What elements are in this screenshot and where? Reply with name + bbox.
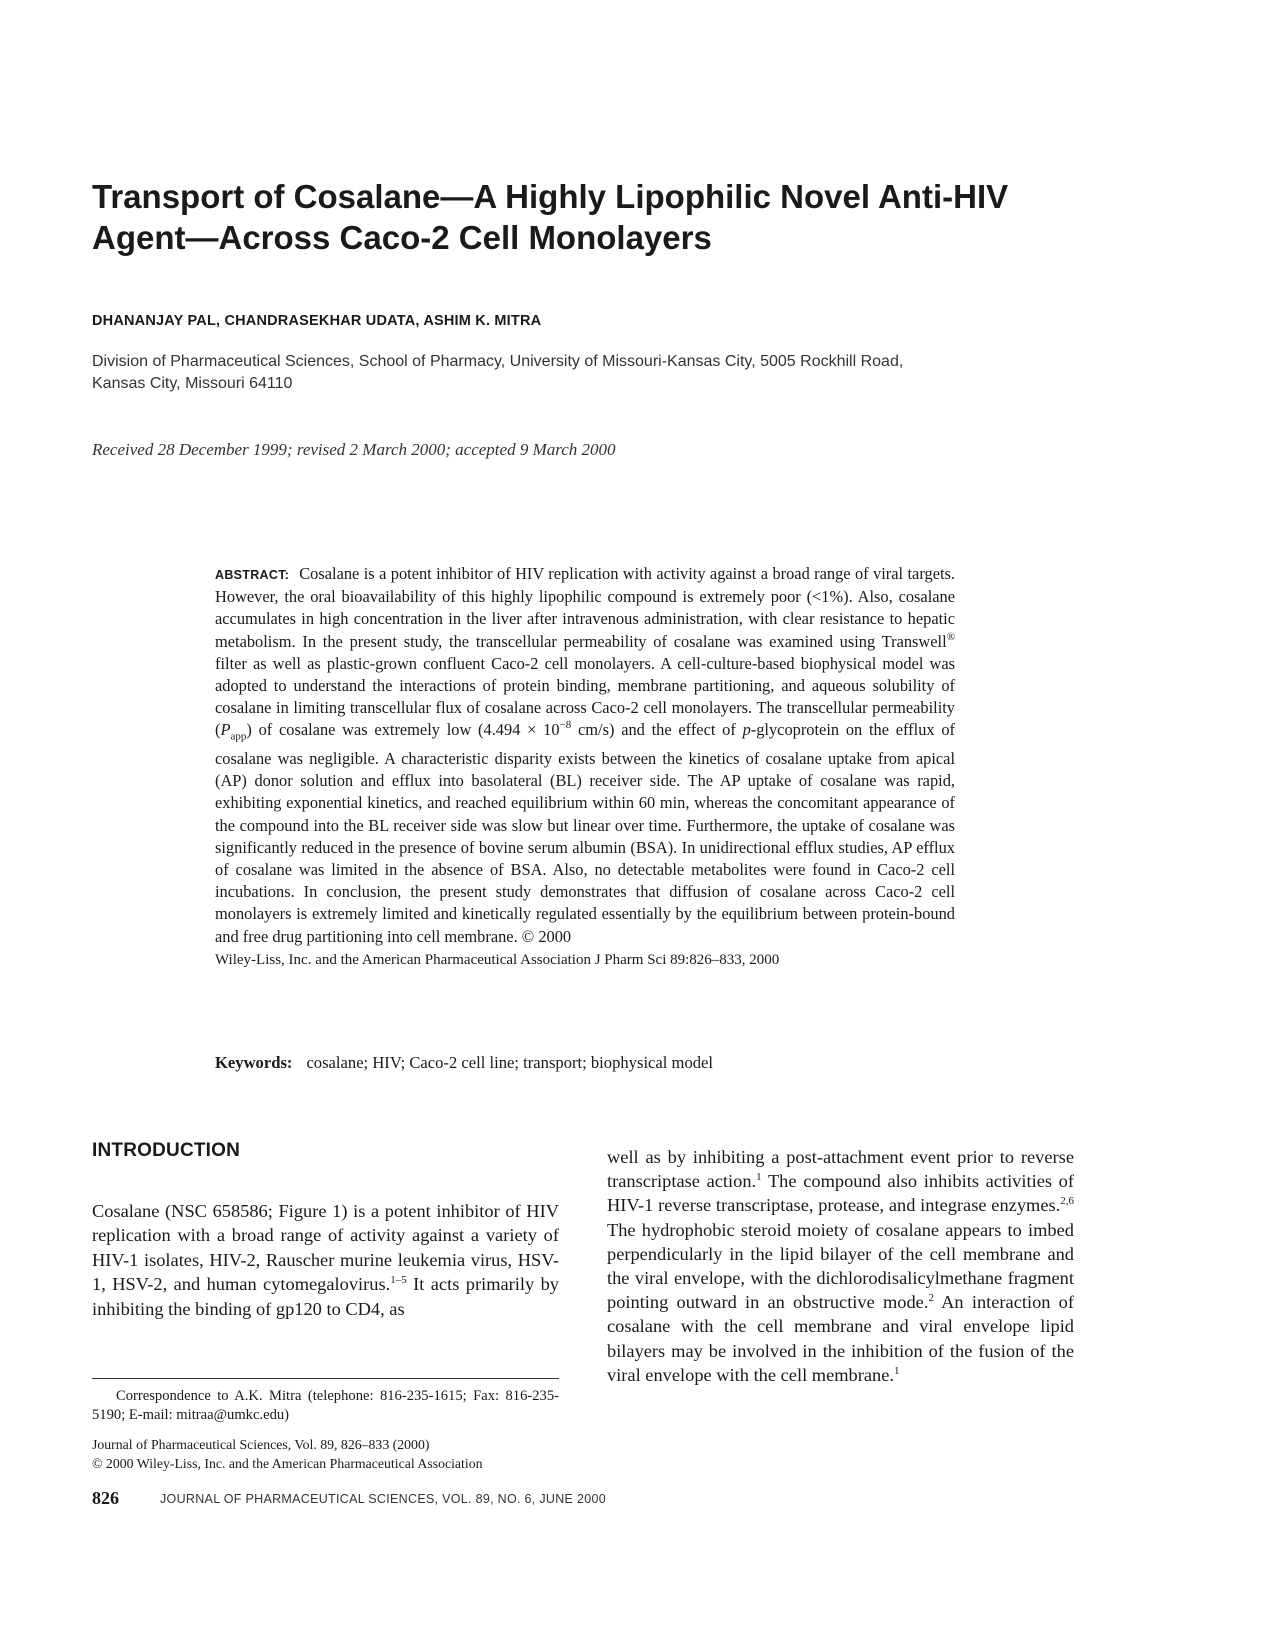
journal-info-line-2: © 2000 Wiley-Liss, Inc. and the American Pharmaceutical Association bbox=[92, 1455, 483, 1471]
intro-left-text-1: Cosalane (NSC 658586; Figure 1) is a potent inhibitor of HIV replication with a broad range of activity against a variety of HIV-1 isolates, HIV-2, Rauscher murine leukemia virus, HSV-1, HSV-2, and human cytomegalovirus. bbox=[92, 1201, 559, 1295]
abstract-text-part-1: Cosalane is a potent inhibitor of HIV replication with activity against a broad range of viral targets. However, the oral bioavailability of this highly lipophilic compound is extremely poor (<1%). Also, cosalane accumulates in high concentration in the liver after intravenous administration, with clear resistance to hepatic metabolism. In the present study, the transcellular permeability of cosalane was examined using Transwell bbox=[215, 564, 955, 651]
abstract-text-part-4: cm/s) and the effect of bbox=[571, 720, 743, 740]
keywords-text: cosalane; HIV; Caco-2 cell line; transport; biophysical model bbox=[306, 1053, 714, 1072]
citation-ref: 1 bbox=[756, 1171, 762, 1184]
abstract-text-part-3: ) of cosalane was extremely low (4.494 × 10 bbox=[246, 720, 560, 740]
abstract-copyright-line: Wiley-Liss, Inc. and the American Pharmaceutical Association J Pharm Sci 89:826–833, 2000 bbox=[215, 951, 780, 968]
intro-right-text-4: An interaction of cosalane with the cell membrane and viral envelope lipid bilayers may be involved in the inhibition of the fusion of the viral envelope with the cell membrane. bbox=[607, 1292, 1074, 1385]
intro-right-text-2: The compound also inhibits activities of HIV-1 reverse transcriptase, protease, and integrase enzymes. bbox=[607, 1171, 1074, 1216]
received-dates: Received 28 December 1999; revised 2 March 2000; accepted 9 March 2000 bbox=[92, 440, 616, 459]
affiliation-line-1: Division of Pharmaceutical Sciences, School of Pharmacy, University of Missouri-Kansas City, 5005 Rockhill Road, bbox=[92, 353, 904, 370]
page-number: 826 bbox=[92, 1488, 119, 1508]
abstract-text-part-2: filter as well as plastic-grown confluent Caco-2 cell monolayers. A cell-culture-based biophysical model was adopted to understand the interactions of protein binding, membrane partitioning, and aqueous solubility of cosalane in limiting transcellular flux of cosalane across Caco-2 cell monolayers. The transcellular permeability ( bbox=[215, 653, 955, 740]
introduction-right-column bbox=[607, 1145, 1074, 1387]
journal-info-line-1: Journal of Pharmaceutical Sciences, Vol. 89, 826–833 (2000) bbox=[92, 1437, 430, 1452]
intro-right-text-1: well as by inhibiting a post-attachment event prior to reverse transcriptase action. bbox=[607, 1147, 1074, 1192]
citation-ref: 2 bbox=[928, 1292, 934, 1305]
footnote-divider bbox=[92, 1378, 559, 1379]
abstract bbox=[215, 563, 955, 971]
correspondence-text: Correspondence to A.K. Mitra (telephone: 816-235-1615; Fax: 816-235-5190; E-mail: mitraa@umkc.edu) bbox=[92, 1388, 559, 1423]
papp-subscript: app bbox=[230, 730, 247, 743]
papp-symbol: P bbox=[220, 720, 231, 740]
intro-right-text-3: The hydrophobic steroid moiety of cosalane appears to imbed perpendicularly in the lipid bilayer of the cell membrane and the viral envelope, with the dichlorodisalicylmethane fragment pointing outward in an obstructive mode. bbox=[607, 1219, 1074, 1313]
running-footer: JOURNAL OF PHARMACEUTICAL SCIENCES, VOL. 89, NO. 6, JUNE 2000 bbox=[160, 1492, 606, 1506]
exponent: −8 bbox=[559, 719, 572, 732]
introduction-heading: INTRODUCTION bbox=[92, 1140, 241, 1161]
affiliation bbox=[92, 351, 1072, 395]
keywords-label: Keywords: bbox=[215, 1053, 293, 1072]
citation-ref: 1 bbox=[894, 1364, 900, 1377]
affiliation-line-2: Kansas City, Missouri 64110 bbox=[92, 375, 293, 392]
title-line-2: Agent—Across Caco-2 Cell Monolayers bbox=[92, 219, 712, 256]
journal-info bbox=[92, 1436, 559, 1473]
author-list: DHANANJAY PAL, CHANDRASEKHAR UDATA, ASHIM K. MITRA bbox=[92, 313, 542, 329]
registered-mark: ® bbox=[946, 630, 955, 643]
intro-left-text-2: It acts primarily by inhibiting the binding of gp120 to CD4, as bbox=[92, 1274, 559, 1319]
abstract-label: ABSTRACT: bbox=[215, 568, 290, 582]
citation-ref: 2,6 bbox=[1060, 1195, 1074, 1208]
introduction-left-column bbox=[92, 1199, 559, 1321]
correspondence-footnote bbox=[92, 1387, 559, 1425]
title-line-1: Transport of Cosalane—A Highly Lipophilic Novel Anti-HIV bbox=[92, 178, 1009, 215]
citation-ref: 1–5 bbox=[390, 1274, 407, 1287]
abstract-text-part-5: -glycoprotein on the efflux of cosalane was negligible. A characteristic disparity exists between the kinetics of cosalane uptake from apical (AP) donor solution and efflux into basolateral (BL) receiver side. The AP uptake of cosalane was rapid, exhibiting exponential kinetics, and reached equilibrium within 60 min, whereas the concomitant appearance of the compound into the BL receiver side was slow but linear over time. Furthermore, the uptake of cosalane was significantly reduced in the presence of bovine serum albumin (BSA). In unidirectional efflux studies, AP efflux of cosalane was limited in the absence of BSA. Also, no detectable metabolites were found in Caco-2 cell incubations. In conclusion, the present study demonstrates that diffusion of cosalane across Caco-2 cell monolayers is extremely limited and kinetically regulated essentially by the equilibrium between protein-bound and free drug partitioning into cell membrane. © 2000 bbox=[215, 720, 955, 946]
keywords bbox=[215, 1053, 955, 1073]
article-title bbox=[92, 176, 1112, 258]
p-glycoprotein-italic: p bbox=[742, 720, 751, 740]
